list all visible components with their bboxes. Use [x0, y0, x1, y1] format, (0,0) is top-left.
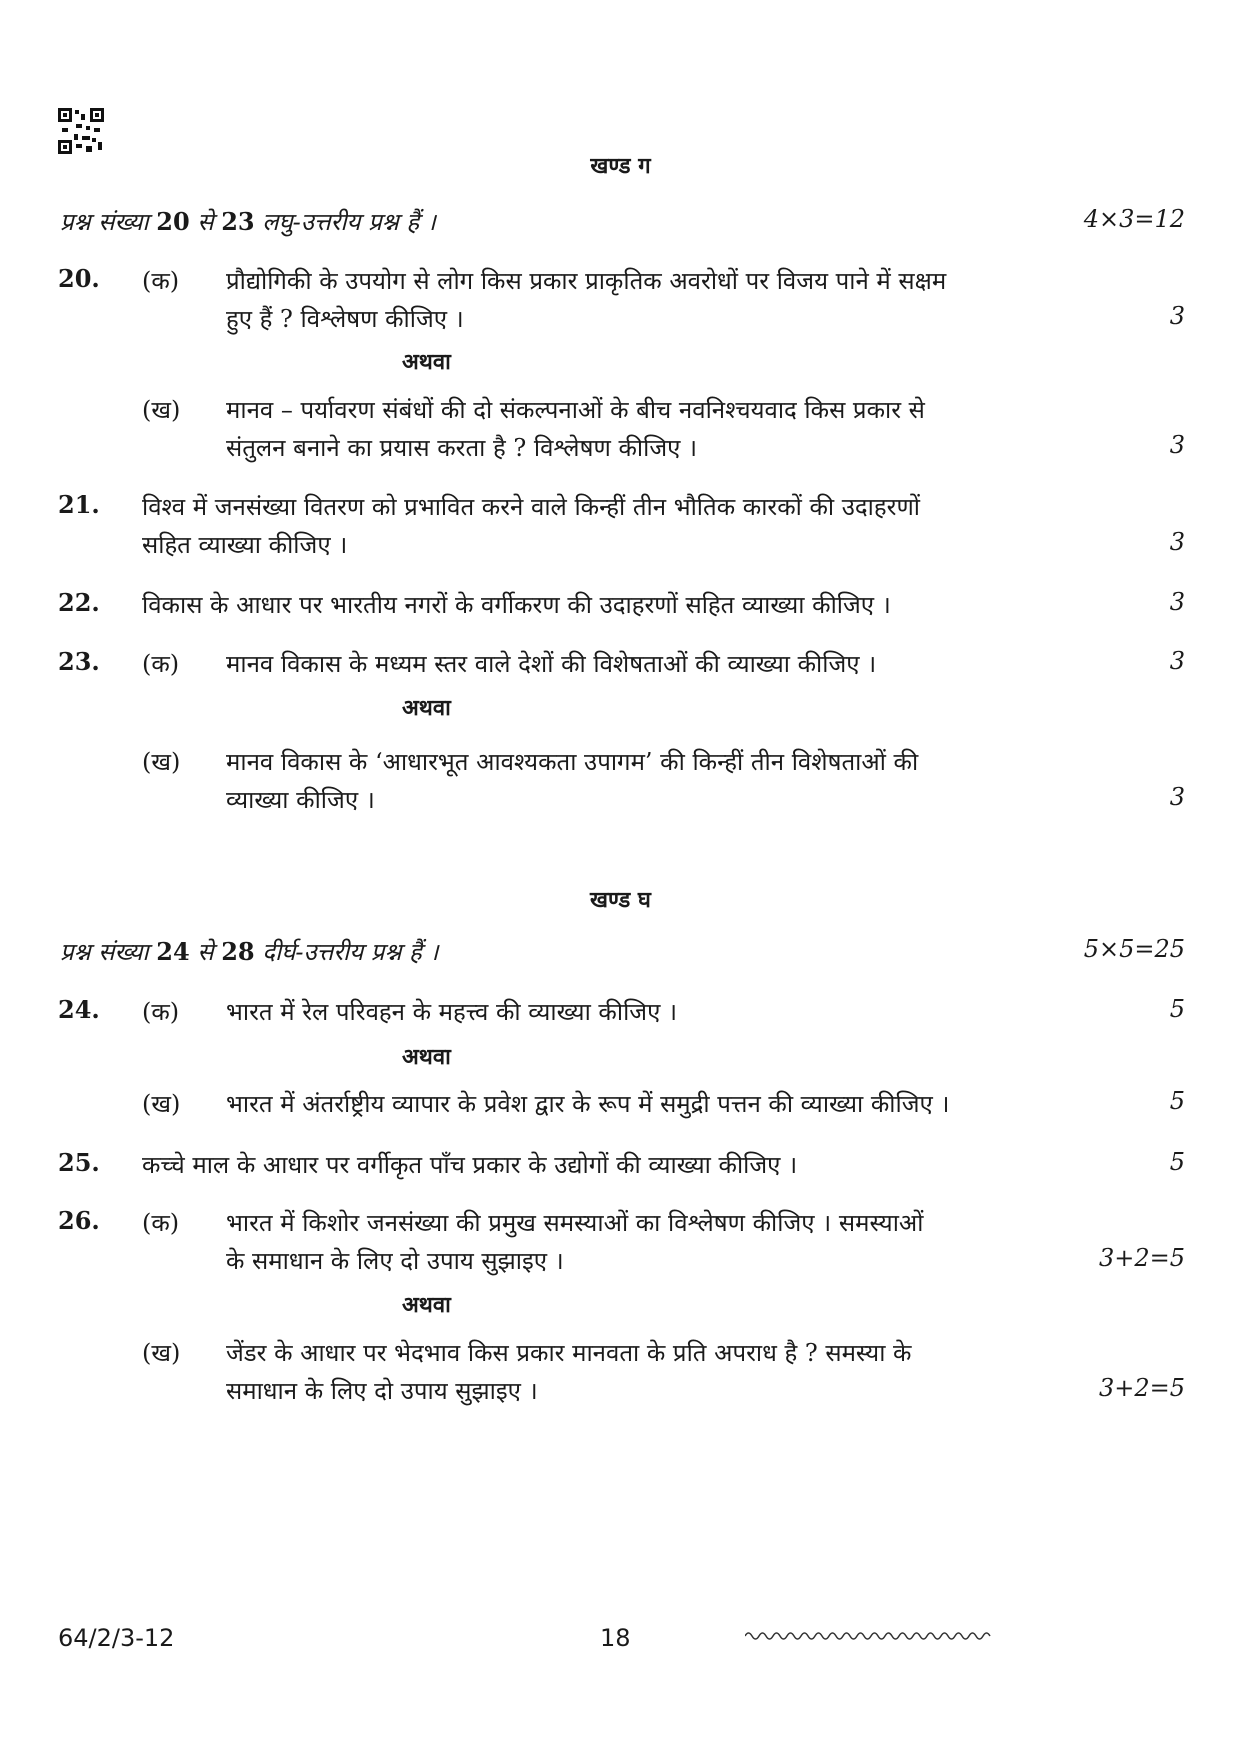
section-c-title: खण्ड ग [590, 153, 651, 179]
question-text: कच्चे माल के आधार पर वर्गीकृत पाँच प्रकार के उद्योगों की व्याख्या कीजिए । [142, 1151, 798, 1179]
or-label: अथवा [402, 695, 451, 721]
intro-text: लघु-उत्तरीय प्रश्न हैं । [254, 208, 436, 236]
marks: 3 [1169, 588, 1185, 616]
question-text: विकास के आधार पर भारतीय नगरों के वर्गीकरण की उदाहरणों सहित व्याख्या कीजिए । [142, 591, 891, 619]
question-text: भारत में रेल परिवहन के महत्त्व की व्याख्या कीजिए । [226, 998, 678, 1026]
marks: 3+2=5 [1098, 1374, 1185, 1402]
question-text: मानव – पर्यावरण संबंधों की दो संकल्पनाओं के बीच नवनिश्चयवाद किस प्रकार से [226, 396, 925, 424]
question-number: 23. [58, 647, 100, 676]
question-number: 26. [58, 1206, 100, 1235]
section-d-instruction [60, 935, 439, 968]
question-text: भारत में अंतर्राष्ट्रीय व्यापार के प्रवेश द्वार के रूप में समुद्री पत्तन की व्याख्या कीजिए । [226, 1090, 950, 1118]
question-text: जेंडर के आधार पर भेदभाव किस प्रकार मानवता के प्रति अपराध है ? समस्या के [226, 1339, 912, 1367]
question-text: समाधान के लिए दो उपाय सुझाइए । [226, 1377, 538, 1405]
or-label: अथवा [402, 1044, 451, 1070]
intro-number: 28 [221, 937, 255, 966]
section-c-total-marks: 4×3=12 [1083, 205, 1185, 233]
intro-text: प्रश्न संख्या [60, 938, 157, 966]
section-d-title: खण्ड घ [590, 887, 651, 913]
question-text: मानव विकास के मध्यम स्तर वाले देशों की विशेषताओं की व्याख्या कीजिए । [226, 650, 877, 678]
question-text: के समाधान के लिए दो उपाय सुझाइए । [226, 1247, 564, 1275]
intro-text: से [189, 938, 222, 966]
intro-text: से [189, 208, 222, 236]
question-text: प्रौद्योगिकी के उपयोग से लोग किस प्रकार प्राकृतिक अवरोधों पर विजय पाने में सक्षम [226, 267, 947, 295]
intro-number: 23 [221, 207, 255, 236]
question-text: व्याख्या कीजिए । [226, 786, 375, 814]
question-text: विश्व में जनसंख्या वितरण को प्रभावित करने वाले किन्हीं तीन भौतिक कारकों की उदाहरणों [142, 493, 921, 521]
question-text: भारत में किशोर जनसंख्या की प्रमुख समस्याओं का विश्लेषण कीजिए । समस्याओं [226, 1209, 924, 1237]
question-number: 22. [58, 588, 100, 617]
question-number: 20. [58, 264, 100, 293]
marks: 5 [1169, 995, 1185, 1023]
question-text: सहित व्याख्या कीजिए । [142, 531, 348, 559]
marks: 3 [1169, 528, 1185, 556]
part-label: (ख) [142, 1339, 181, 1367]
wavy-line-decoration [745, 1629, 995, 1643]
intro-number: 20 [156, 207, 190, 236]
marks: 5 [1169, 1148, 1185, 1176]
question-number: 25. [58, 1148, 100, 1177]
or-label: अथवा [402, 1292, 451, 1318]
part-label: (ख) [142, 396, 181, 424]
marks: 3 [1169, 431, 1185, 459]
intro-text: प्रश्न संख्या [60, 208, 157, 236]
part-label: (ख) [142, 1090, 181, 1118]
part-label: (क) [142, 650, 180, 678]
question-text: मानव विकास के ‘आधारभूत आवश्यकता उपागम’ की किन्हीं तीन विशेषताओं की [226, 748, 919, 776]
question-number: 24. [58, 995, 100, 1024]
marks: 5 [1169, 1087, 1185, 1115]
question-number: 21. [58, 490, 100, 519]
marks: 3 [1169, 647, 1185, 675]
part-label: (क) [142, 998, 180, 1026]
part-label: (क) [142, 1209, 180, 1237]
page-number: 18 [600, 1624, 631, 1652]
marks: 3 [1169, 783, 1185, 811]
marks: 3 [1169, 302, 1185, 330]
question-text: हुए हैं ? विश्लेषण कीजिए । [226, 305, 464, 333]
paper-code: 64/2/3-12 [58, 1624, 175, 1652]
intro-number: 24 [156, 937, 190, 966]
intro-text: दीर्घ-उत्तरीय प्रश्न हैं । [254, 938, 439, 966]
part-label: (ख) [142, 748, 181, 776]
part-label: (क) [142, 267, 180, 295]
question-text: संतुलन बनाने का प्रयास करता है ? विश्लेषण कीजिए । [226, 434, 698, 462]
qr-code [58, 108, 104, 154]
marks: 3+2=5 [1098, 1244, 1185, 1272]
section-d-total-marks: 5×5=25 [1083, 935, 1185, 963]
section-c-instruction [60, 205, 436, 238]
or-label: अथवा [402, 349, 451, 375]
